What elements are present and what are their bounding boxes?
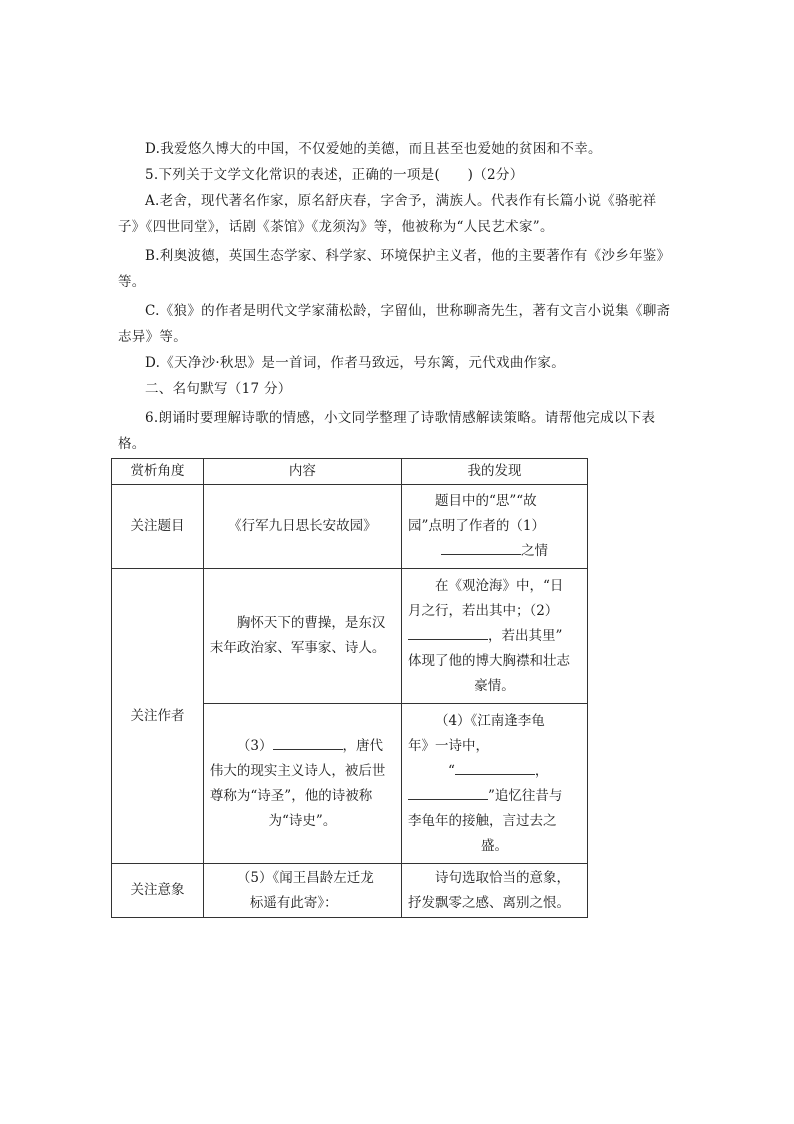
answer-blank-2[interactable]: [408, 625, 488, 640]
row1-finding: [401, 485, 587, 569]
question-6-line2: 格。: [118, 436, 146, 452]
header-content: 内容: [203, 459, 401, 485]
table-header-row: [112, 459, 588, 485]
header-finding: 我的发现: [401, 459, 587, 485]
option-d-question4: D.我爱悠久博大的中国，不仅爱她的美德，而且甚至也爱她的贫困和不幸。: [145, 141, 602, 157]
row2-finding-line1: 在《观沧海》中，“日: [434, 577, 564, 594]
row3-finding-line5: 李龟年的接触，言过去之: [407, 812, 557, 829]
option-a-line2: 子》《四世同堂》，话剧《茶馆》《龙须沟》等，他被称为“人民艺术家”。: [118, 219, 554, 235]
row3-content-line1: （3）: [236, 737, 273, 754]
row2-finding-line3: ，若出其里”: [487, 627, 563, 644]
table-row: [112, 569, 588, 704]
row4-finding-line1: 诗句选取恰当的意象，: [434, 869, 570, 886]
answer-blank-1[interactable]: [441, 540, 521, 555]
option-b-line1: B.利奥波德，英国生态学家、科学家、环境保护主义者，他的主要著作有《沙乡年鉴》: [145, 248, 671, 264]
row2-finding-line4: 体现了他的博大胸襟和壮志: [407, 652, 570, 669]
option-c-line1: C.《狼》的作者是明代文学家蒲松龄，字留仙，世称聊斋先生，著有文言小说集《聊斋: [145, 303, 671, 319]
option-d-question5: D.《天净沙·秋思》是一首词，作者马致远，号东篱，元代戏曲作家。: [145, 355, 566, 371]
table-row: [112, 864, 588, 918]
table-row: [112, 485, 588, 569]
row4-content: [203, 864, 401, 918]
row3-comma: ，: [534, 762, 549, 779]
row2-content-line2: 末年政治家、军事家、诗人。: [209, 640, 386, 656]
section-heading: 二、名句默写（17 分）: [145, 381, 292, 397]
row4-content-line1: （5）《闻王昌龄左迁龙: [236, 869, 374, 886]
row2-finding-line2: 月之行，若出其中；（2）: [407, 602, 559, 619]
row2-finding: [401, 569, 587, 704]
row3-quote-open: “: [447, 762, 455, 779]
row3-finding-line1: （4）《江南逢李龟: [434, 712, 545, 729]
row3-content-line2: 伟大的现实主义诗人，被后世: [209, 762, 386, 779]
option-c-line2: 志异》等。: [118, 329, 187, 345]
row1-finding-line2: 园”点明了作者的（1）: [407, 518, 545, 534]
row2-content: [203, 569, 401, 704]
row4-content-line2: 标遥有此寄》：: [249, 894, 338, 911]
option-a-line1: A.老舍，现代著名作家，原名舒庆春，字舍予，满族人。代表作有长篇小说《骆驼祥: [145, 193, 657, 209]
row1-finding-line1: 题目中的“思”“故: [434, 493, 537, 509]
analysis-table: [111, 458, 588, 918]
row4-angle: 关注意象: [112, 864, 204, 918]
question-6-line1: 6.朗诵时要理解诗歌的情感，小文同学整理了诗歌情感解读策略。请帮他完成以下表: [145, 410, 656, 426]
row3-finding-line4: ”追忆往昔与: [487, 787, 563, 804]
row4-finding: [401, 864, 587, 918]
row3-content-line3: 尊称为“诗圣”，他的诗被称: [209, 787, 373, 804]
row4-finding-line2: 抒发飘零之感、离别之恨。: [407, 894, 570, 911]
header-angle: 赏析角度: [112, 459, 204, 485]
row2-finding-line5: 豪情。: [474, 677, 515, 694]
row3-content-line1b: ，唐代: [342, 737, 383, 754]
row1-finding-line3: 之情: [520, 543, 548, 559]
row2-content-line1: 胸怀天下的曹操，是东汉: [236, 615, 386, 631]
answer-blank-4b[interactable]: [408, 785, 488, 800]
row2-angle: 关注作者: [112, 569, 204, 864]
row1-angle: 关注题目: [112, 485, 204, 569]
answer-blank-3[interactable]: [273, 735, 343, 750]
answer-blank-4a[interactable]: [455, 760, 535, 775]
option-b-line2: 等。: [118, 274, 146, 290]
row3-finding: [401, 704, 587, 864]
row1-content: 《行军九日思长安故园》: [203, 485, 401, 569]
row3-content: [203, 704, 401, 864]
row3-finding-line2: 年》一诗中，: [407, 737, 489, 754]
row3-finding-line6: 盛。: [480, 837, 508, 854]
question-5-stem: 5.下列关于文学文化常识的表述，正确的一项是( )（2分）: [145, 167, 524, 183]
row3-content-line4: 为“诗史”。: [268, 812, 337, 829]
